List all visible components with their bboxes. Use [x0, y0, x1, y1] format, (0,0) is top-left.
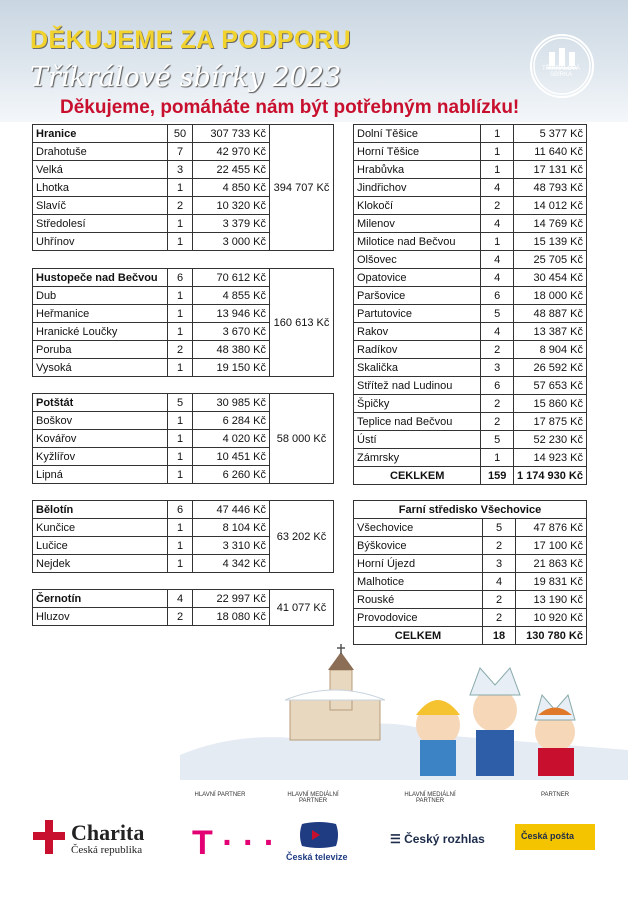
- row-name: Poruba: [33, 341, 168, 359]
- row-name: Milotice nad Bečvou: [354, 233, 481, 251]
- group-total: 41 077 Kč: [270, 590, 334, 626]
- row-amount: 22 455 Kč: [193, 161, 270, 179]
- row-amount: 11 640 Kč: [513, 143, 586, 161]
- row-count: 7: [168, 143, 193, 161]
- table-row: [354, 591, 587, 609]
- row-amount: 19 150 Kč: [193, 359, 270, 377]
- row-count: 3: [168, 161, 193, 179]
- partner-label: HLAVNÍ PARTNER: [194, 792, 246, 798]
- group-total: 63 202 Kč: [270, 501, 334, 573]
- row-name: Malhotice: [354, 573, 483, 591]
- row-count: 5: [483, 519, 516, 537]
- table-row: [354, 359, 587, 377]
- row-name: Teplice nad Bečvou: [354, 413, 481, 431]
- row-count: 2: [483, 591, 516, 609]
- row-count: 3: [481, 359, 514, 377]
- row-amount: 6 260 Kč: [193, 466, 270, 484]
- group-count: 50: [168, 125, 193, 143]
- row-amount: 5 377 Kč: [513, 125, 586, 143]
- group-amount: 22 997 Kč: [193, 590, 270, 608]
- partners-bar: [0, 790, 628, 900]
- group-count: 6: [168, 269, 193, 287]
- partner-label: PARTNER: [540, 792, 570, 798]
- row-name: Rakov: [354, 323, 481, 341]
- row-amount: 48 793 Kč: [513, 179, 586, 197]
- row-count: 1: [168, 179, 193, 197]
- row-count: 6: [481, 377, 514, 395]
- table-row: [354, 215, 587, 233]
- row-name: Klokočí: [354, 197, 481, 215]
- row-name: Rouské: [354, 591, 483, 609]
- table-right-list: [353, 124, 587, 485]
- row-count: 1: [481, 143, 514, 161]
- page-title: DĚKUJEME ZA PODPORU: [30, 26, 352, 54]
- row-amount: 3 670 Kč: [193, 323, 270, 341]
- row-amount: 10 451 Kč: [193, 448, 270, 466]
- row-count: 1: [168, 412, 193, 430]
- cp-name: Česká pošta: [521, 831, 575, 841]
- row-name: Střítež nad Ludinou: [354, 377, 481, 395]
- table-row: [354, 179, 587, 197]
- kings-illustration: [180, 640, 628, 780]
- row-name: Horní Újezd: [354, 555, 483, 573]
- group-name: Hranice: [33, 125, 168, 143]
- row-count: 4: [481, 323, 514, 341]
- partner-label: HLAVNÍ MEDIÁLNÍ PARTNER: [404, 792, 456, 804]
- charita-subtitle: Česká republika: [71, 844, 143, 856]
- row-name: Všechovice: [354, 519, 483, 537]
- row-count: 4: [481, 251, 514, 269]
- row-count: 1: [481, 161, 514, 179]
- row-amount: 19 831 Kč: [516, 573, 587, 591]
- row-amount: 17 131 Kč: [513, 161, 586, 179]
- table-hranice: [32, 124, 334, 251]
- row-count: 1: [168, 359, 193, 377]
- table-row: [354, 431, 587, 449]
- row-count: 5: [481, 431, 514, 449]
- row-count: 1: [168, 466, 193, 484]
- king-right-icon: [535, 695, 575, 776]
- ct-name: Česká televize: [286, 852, 348, 862]
- charita-cross-icon: [33, 820, 65, 854]
- group-count: 5: [168, 394, 193, 412]
- table-row: [354, 269, 587, 287]
- row-count: 1: [168, 448, 193, 466]
- total-amount: 1 174 930 Kč: [513, 467, 586, 485]
- group-amount: 47 446 Kč: [193, 501, 270, 519]
- row-count: 6: [481, 287, 514, 305]
- row-count: 1: [168, 233, 193, 251]
- row-name: Kunčice: [33, 519, 168, 537]
- table-row: [354, 555, 587, 573]
- row-name: Kovářov: [33, 430, 168, 448]
- row-amount: 18 000 Kč: [513, 287, 586, 305]
- table-farni: [353, 500, 587, 645]
- farni-title: Farní středisko Všechovice: [354, 501, 587, 519]
- row-count: 4: [481, 179, 514, 197]
- table-row: [354, 251, 587, 269]
- row-name: Partutovice: [354, 305, 481, 323]
- row-amount: 13 190 Kč: [516, 591, 587, 609]
- row-name: Zámrsky: [354, 449, 481, 467]
- table-row: [354, 125, 587, 143]
- row-count: 1: [168, 287, 193, 305]
- row-count: 2: [481, 197, 514, 215]
- table-hustopece: [32, 268, 334, 377]
- row-amount: 4 342 Kč: [193, 555, 270, 573]
- group-amount: 30 985 Kč: [193, 394, 270, 412]
- row-count: 1: [168, 215, 193, 233]
- row-name: Milenov: [354, 215, 481, 233]
- row-count: 1: [481, 449, 514, 467]
- rozhlas-icon: ☰: [390, 832, 405, 846]
- cr-name: Český rozhlas: [404, 832, 485, 846]
- table-row: [354, 323, 587, 341]
- row-count: 4: [483, 573, 516, 591]
- row-count: 1: [481, 125, 514, 143]
- row-name: Opatovice: [354, 269, 481, 287]
- row-amount: 4 850 Kč: [193, 179, 270, 197]
- row-amount: 15 860 Kč: [513, 395, 586, 413]
- row-amount: 3 000 Kč: [193, 233, 270, 251]
- row-count: 4: [481, 215, 514, 233]
- row-name: Velká: [33, 161, 168, 179]
- table-row: [354, 161, 587, 179]
- row-amount: 8 904 Kč: [513, 341, 586, 359]
- partner-label: HLAVNÍ MEDIÁLNÍ PARTNER: [287, 792, 339, 804]
- row-amount: 10 920 Kč: [516, 609, 587, 627]
- row-amount: 6 284 Kč: [193, 412, 270, 430]
- row-amount: 48 887 Kč: [513, 305, 586, 323]
- row-name: Boškov: [33, 412, 168, 430]
- row-amount: 26 592 Kč: [513, 359, 586, 377]
- cesky-rozhlas-logo: [390, 832, 485, 846]
- row-amount: 17 875 Kč: [513, 413, 586, 431]
- group-name: Bělotín: [33, 501, 168, 519]
- row-amount: 30 454 Kč: [513, 269, 586, 287]
- row-amount: 17 100 Kč: [516, 537, 587, 555]
- row-amount: 15 139 Kč: [513, 233, 586, 251]
- row-count: 4: [481, 269, 514, 287]
- table-row: [354, 609, 587, 627]
- row-amount: 4 855 Kč: [193, 287, 270, 305]
- row-name: Heřmanice: [33, 305, 168, 323]
- row-amount: 21 863 Kč: [516, 555, 587, 573]
- row-name: Hrabůvka: [354, 161, 481, 179]
- row-amount: 48 380 Kč: [193, 341, 270, 359]
- row-count: 1: [168, 430, 193, 448]
- row-name: Špičky: [354, 395, 481, 413]
- row-amount: 57 653 Kč: [513, 377, 586, 395]
- table-row: [354, 305, 587, 323]
- row-name: Uhřínov: [33, 233, 168, 251]
- row-name: Radíkov: [354, 341, 481, 359]
- row-count: 1: [168, 323, 193, 341]
- group-count: 4: [168, 590, 193, 608]
- total-label: CEKLKEM: [354, 467, 481, 485]
- king-center-icon: [470, 668, 520, 776]
- charita-logo: [33, 820, 145, 859]
- table-row: [354, 287, 587, 305]
- row-name: Kyžlířov: [33, 448, 168, 466]
- table-row: [354, 197, 587, 215]
- row-name: Ústí: [354, 431, 481, 449]
- total-count: 18: [483, 627, 516, 645]
- row-count: 1: [481, 233, 514, 251]
- row-count: 1: [168, 305, 193, 323]
- telekom-logo-icon: T · · ·: [192, 824, 276, 862]
- total-label: CELKEM: [354, 627, 483, 645]
- row-name: Býškovice: [354, 537, 483, 555]
- row-count: 2: [483, 537, 516, 555]
- table-row: [354, 449, 587, 467]
- ceska-televize-logo-icon: [298, 820, 340, 850]
- row-count: 2: [168, 341, 193, 359]
- row-count: 1: [168, 555, 193, 573]
- church-icon: [285, 644, 385, 740]
- table-row: [354, 573, 587, 591]
- row-name: Drahotuše: [33, 143, 168, 161]
- row-amount: 13 387 Kč: [513, 323, 586, 341]
- total-count: 159: [481, 467, 514, 485]
- row-amount: 52 230 Kč: [513, 431, 586, 449]
- row-count: 2: [481, 341, 514, 359]
- group-name: Hustopeče nad Bečvou: [33, 269, 168, 287]
- row-name: Dub: [33, 287, 168, 305]
- group-total: 160 613 Kč: [270, 269, 334, 377]
- row-name: Jindřichov: [354, 179, 481, 197]
- row-amount: 8 104 Kč: [193, 519, 270, 537]
- row-count: 2: [481, 395, 514, 413]
- row-name: Lučice: [33, 537, 168, 555]
- table-row: [354, 233, 587, 251]
- row-name: Horní Těšice: [354, 143, 481, 161]
- row-count: 1: [168, 537, 193, 555]
- header-banner: [0, 0, 628, 122]
- row-amount: 4 020 Kč: [193, 430, 270, 448]
- table-row: [354, 143, 587, 161]
- row-name: Dolní Těšice: [354, 125, 481, 143]
- row-count: 2: [168, 608, 193, 626]
- table-row: [354, 519, 587, 537]
- row-name: Skalička: [354, 359, 481, 377]
- table-cernotin: [32, 589, 334, 626]
- row-amount: 47 876 Kč: [516, 519, 587, 537]
- row-count: 2: [168, 197, 193, 215]
- row-amount: 42 970 Kč: [193, 143, 270, 161]
- total-amount: 130 780 Kč: [516, 627, 587, 645]
- row-count: 2: [481, 413, 514, 431]
- row-name: Lhotka: [33, 179, 168, 197]
- row-count: 2: [483, 609, 516, 627]
- row-count: 5: [481, 305, 514, 323]
- table-row: [354, 537, 587, 555]
- table-row: [354, 341, 587, 359]
- row-name: Vysoká: [33, 359, 168, 377]
- row-name: Paršovice: [354, 287, 481, 305]
- row-name: Středolesí: [33, 215, 168, 233]
- group-name: Potštát: [33, 394, 168, 412]
- king-left-icon: [416, 700, 460, 776]
- row-name: Hluzov: [33, 608, 168, 626]
- group-total: 394 707 Kč: [270, 125, 334, 251]
- row-amount: 14 769 Kč: [513, 215, 586, 233]
- table-row: [354, 413, 587, 431]
- row-amount: 14 923 Kč: [513, 449, 586, 467]
- group-amount: 70 612 Kč: [193, 269, 270, 287]
- row-amount: 18 080 Kč: [193, 608, 270, 626]
- charita-name: Charita: [71, 820, 145, 845]
- row-name: Nejdek: [33, 555, 168, 573]
- group-total: 58 000 Kč: [270, 394, 334, 484]
- tagline: Děkujeme, pomáháte nám být potřebným nablízku!: [60, 97, 520, 118]
- group-name: Černotín: [33, 590, 168, 608]
- row-name: Olšovec: [354, 251, 481, 269]
- row-amount: 3 310 Kč: [193, 537, 270, 555]
- ceska-posta-logo: [515, 824, 595, 850]
- page-subtitle: Tříkrálové sbírky 2023: [30, 62, 342, 93]
- table-row: [354, 395, 587, 413]
- row-amount: 10 320 Kč: [193, 197, 270, 215]
- row-name: Lipná: [33, 466, 168, 484]
- table-potstat: [32, 393, 334, 484]
- row-amount: 13 946 Kč: [193, 305, 270, 323]
- table-belotin: [32, 500, 334, 573]
- logo-text: TŘÍKRÁLOVÁ SBÍRKA: [541, 66, 580, 78]
- row-count: 1: [168, 519, 193, 537]
- group-count: 6: [168, 501, 193, 519]
- row-amount: 14 012 Kč: [513, 197, 586, 215]
- row-name: Hranické Loučky: [33, 323, 168, 341]
- row-amount: 25 705 Kč: [513, 251, 586, 269]
- row-name: Slavíč: [33, 197, 168, 215]
- row-name: Provodovice: [354, 609, 483, 627]
- row-amount: 3 379 Kč: [193, 215, 270, 233]
- group-amount: 307 733 Kč: [193, 125, 270, 143]
- row-count: 3: [483, 555, 516, 573]
- table-row: [354, 377, 587, 395]
